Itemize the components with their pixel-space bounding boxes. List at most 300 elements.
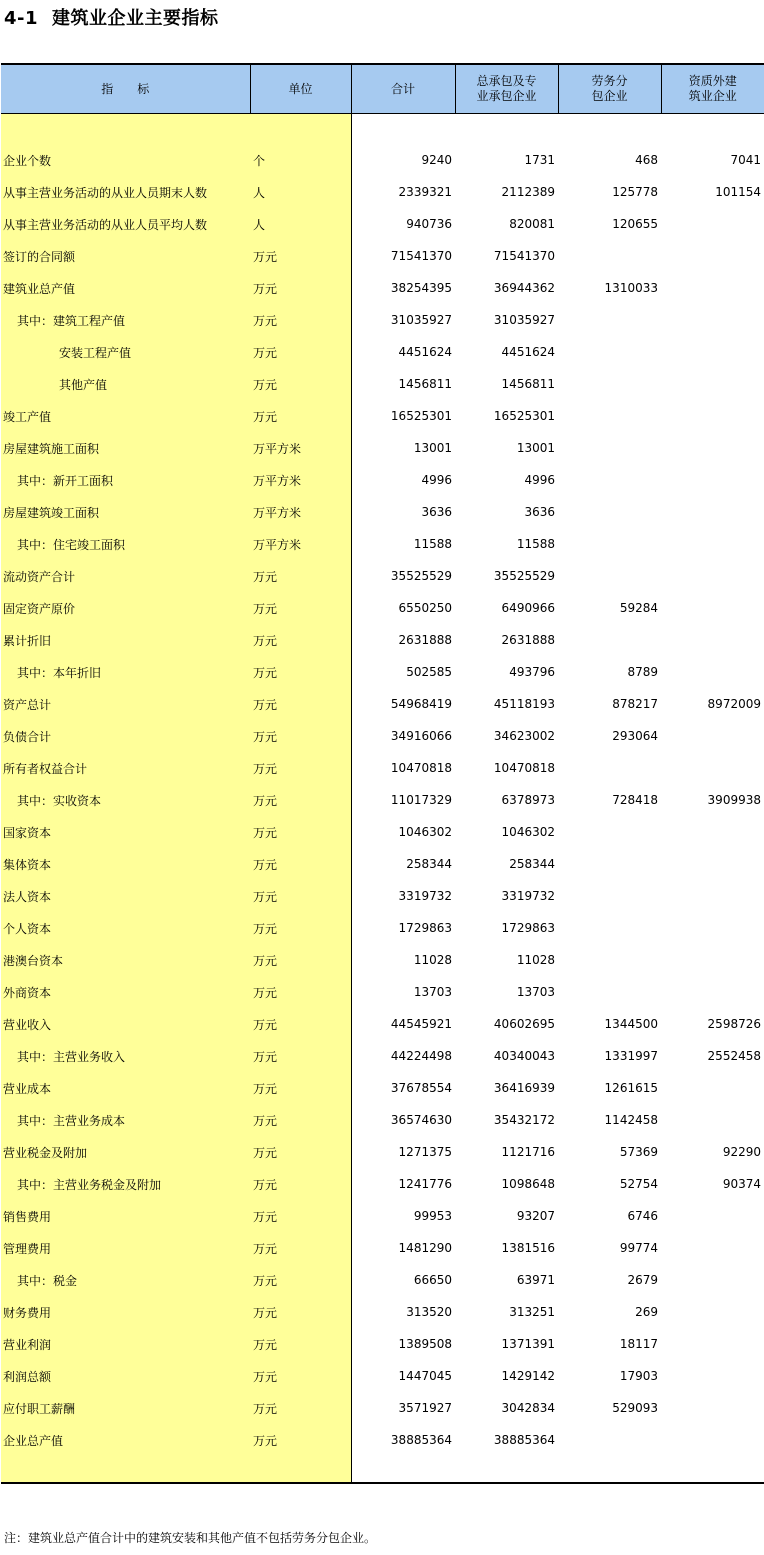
unit-cell: 万元 xyxy=(250,1296,351,1328)
indicator-name: 财务费用 xyxy=(1,1296,250,1328)
general-contractor-value: 40340043 xyxy=(493,1049,555,1063)
total-value: 38254395 xyxy=(390,281,452,295)
general-contractor-value: 258344 xyxy=(509,857,555,871)
general-contractor-value: 2112389 xyxy=(501,185,555,199)
table-row xyxy=(1,208,764,240)
external-enterprise-value: 90374 xyxy=(722,1177,761,1191)
labor-subcontractor-value: 1310033 xyxy=(604,281,658,295)
header-labor-line1: 劳务分 xyxy=(591,74,628,88)
unit-cell: 万元 xyxy=(250,1264,351,1296)
labor-subcontractor-value xyxy=(558,528,661,560)
table-row xyxy=(1,1360,764,1392)
indicator-name: 其中：主营业务收入 xyxy=(1,1040,250,1072)
external-enterprise-value xyxy=(661,912,764,944)
total-value: 1481290 xyxy=(398,1241,452,1255)
unit-cell: 万元 xyxy=(250,1136,351,1168)
indicator-name: 港澳台资本 xyxy=(1,944,250,976)
table-row xyxy=(1,656,764,688)
indicator-name: 固定资产原价 xyxy=(1,592,250,624)
table-row xyxy=(1,1200,764,1232)
total-value: 66650 xyxy=(413,1273,452,1287)
indicator-name: 建筑业总产值 xyxy=(1,272,250,304)
external-enterprise-value xyxy=(661,816,764,848)
external-enterprise-value xyxy=(661,432,764,464)
external-enterprise-value xyxy=(661,560,764,592)
unit-cell: 万元 xyxy=(250,1040,351,1072)
indicator-name: 个人资本 xyxy=(1,912,250,944)
external-enterprise-value xyxy=(661,208,764,240)
general-contractor-value: 313251 xyxy=(509,1305,555,1319)
labor-subcontractor-value: 529093 xyxy=(612,1401,658,1415)
total-value: 4996 xyxy=(421,473,452,487)
labor-subcontractor-value xyxy=(558,368,661,400)
general-contractor-value: 11588 xyxy=(516,537,555,551)
indicator-name: 其中：住宅竣工面积 xyxy=(1,528,250,560)
external-enterprise-value xyxy=(661,464,764,496)
table-row xyxy=(1,912,764,944)
unit-cell: 万元 xyxy=(250,272,351,304)
spacer-cell xyxy=(661,1456,764,1483)
external-enterprise-value: 8972009 xyxy=(707,697,761,711)
general-contractor-value: 45118193 xyxy=(493,697,555,711)
unit-cell: 个 xyxy=(250,144,351,176)
total-value: 1241776 xyxy=(398,1177,452,1191)
general-contractor-value: 63971 xyxy=(516,1273,555,1287)
total-value: 71541370 xyxy=(390,249,452,263)
unit-cell: 万平方米 xyxy=(250,432,351,464)
unit-cell: 万元 xyxy=(250,1104,351,1136)
unit-cell: 万元 xyxy=(250,880,351,912)
indicator-name: 其中：实收资本 xyxy=(1,784,250,816)
total-value: 11588 xyxy=(413,537,452,551)
general-contractor-value: 1371391 xyxy=(501,1337,555,1351)
external-enterprise-value xyxy=(661,400,764,432)
general-contractor-value: 13001 xyxy=(516,441,555,455)
labor-subcontractor-value xyxy=(558,304,661,336)
table-row xyxy=(1,528,764,560)
indicator-name: 房屋建筑竣工面积 xyxy=(1,496,250,528)
header-labor-subcontractors xyxy=(558,64,661,114)
labor-subcontractor-value xyxy=(558,336,661,368)
unit-cell: 万元 xyxy=(250,912,351,944)
indicator-name: 企业个数 xyxy=(1,144,250,176)
table-row xyxy=(1,1008,764,1040)
table-row xyxy=(1,400,764,432)
external-enterprise-value: 2598726 xyxy=(707,1017,761,1031)
labor-subcontractor-value: 8789 xyxy=(627,665,658,679)
general-contractor-value: 36944362 xyxy=(493,281,555,295)
total-value: 6550250 xyxy=(398,601,452,615)
table-row xyxy=(1,1136,764,1168)
labor-subcontractor-value xyxy=(558,432,661,464)
indicator-name: 负债合计 xyxy=(1,720,250,752)
labor-subcontractor-value xyxy=(558,976,661,1008)
indicator-name: 销售费用 xyxy=(1,1200,250,1232)
general-contractor-value: 1731 xyxy=(524,153,555,167)
spacer-cell xyxy=(661,114,764,145)
unit-cell: 万平方米 xyxy=(250,528,351,560)
indicator-name: 其中：本年折旧 xyxy=(1,656,250,688)
general-contractor-value: 10470818 xyxy=(493,761,555,775)
total-value: 38885364 xyxy=(390,1433,452,1447)
unit-cell: 万元 xyxy=(250,1360,351,1392)
labor-subcontractor-value: 1331997 xyxy=(604,1049,658,1063)
table-row xyxy=(1,144,764,176)
unit-cell: 万元 xyxy=(250,720,351,752)
table-row xyxy=(1,1040,764,1072)
labor-subcontractor-value: 99774 xyxy=(619,1241,658,1255)
unit-cell: 万元 xyxy=(250,592,351,624)
labor-subcontractor-value: 125778 xyxy=(612,185,658,199)
labor-subcontractor-value xyxy=(558,944,661,976)
indicator-name: 其中：新开工面积 xyxy=(1,464,250,496)
unit-cell: 万平方米 xyxy=(250,464,351,496)
table-row xyxy=(1,752,764,784)
external-enterprise-value xyxy=(661,720,764,752)
total-value: 34916066 xyxy=(390,729,452,743)
table-title: 建筑业企业主要指标 xyxy=(52,8,219,29)
table-row xyxy=(1,496,764,528)
table-row xyxy=(1,944,764,976)
general-contractor-value: 3042834 xyxy=(501,1401,555,1415)
total-value: 16525301 xyxy=(390,409,452,423)
spacer-cell xyxy=(1,1456,250,1483)
indicator-name: 累计折旧 xyxy=(1,624,250,656)
total-value: 502585 xyxy=(406,665,452,679)
external-enterprise-value xyxy=(661,1328,764,1360)
table-row xyxy=(1,1072,764,1104)
labor-subcontractor-value xyxy=(558,624,661,656)
table-row xyxy=(1,464,764,496)
spacer-cell xyxy=(558,1456,661,1483)
general-contractor-value: 1381516 xyxy=(501,1241,555,1255)
general-contractor-value: 13703 xyxy=(516,985,555,999)
labor-subcontractor-value xyxy=(558,400,661,432)
total-value: 11017329 xyxy=(390,793,452,807)
spacer-cell xyxy=(558,114,661,145)
external-enterprise-value xyxy=(661,1264,764,1296)
table-row xyxy=(1,848,764,880)
total-value: 99953 xyxy=(413,1209,452,1223)
table-row xyxy=(1,432,764,464)
general-contractor-value: 1098648 xyxy=(501,1177,555,1191)
indicator-name: 集体资本 xyxy=(1,848,250,880)
external-enterprise-value xyxy=(661,336,764,368)
indicator-name: 应付职工薪酬 xyxy=(1,1392,250,1424)
table-number: 4-1 xyxy=(4,8,39,29)
table-row xyxy=(1,784,764,816)
header-indicator: 指 标 xyxy=(1,64,250,114)
table-row xyxy=(1,240,764,272)
indicator-name: 安装工程产值 xyxy=(1,336,250,368)
total-value: 1389508 xyxy=(398,1337,452,1351)
total-value: 4451624 xyxy=(398,345,452,359)
indicator-name: 营业利润 xyxy=(1,1328,250,1360)
labor-subcontractor-value: 269 xyxy=(635,1305,658,1319)
labor-subcontractor-value xyxy=(558,816,661,848)
indicator-name: 企业总产值 xyxy=(1,1424,250,1456)
general-contractor-value: 4451624 xyxy=(501,345,555,359)
total-value: 1046302 xyxy=(398,825,452,839)
total-value: 13001 xyxy=(413,441,452,455)
labor-subcontractor-value: 1261615 xyxy=(604,1081,658,1095)
external-enterprise-value xyxy=(661,304,764,336)
labor-subcontractor-value: 468 xyxy=(635,153,658,167)
indicator-name: 从事主营业务活动的从业人员平均人数 xyxy=(1,208,250,240)
general-contractor-value: 1121716 xyxy=(501,1145,555,1159)
bottom-spacer-row xyxy=(1,1456,764,1483)
unit-cell: 万元 xyxy=(250,400,351,432)
table-row xyxy=(1,976,764,1008)
unit-cell: 万元 xyxy=(250,1328,351,1360)
unit-cell: 万元 xyxy=(250,1168,351,1200)
indicator-name: 其中：建筑工程产值 xyxy=(1,304,250,336)
labor-subcontractor-value xyxy=(558,240,661,272)
total-value: 2631888 xyxy=(398,633,452,647)
indicator-name: 流动资产合计 xyxy=(1,560,250,592)
total-value: 37678554 xyxy=(390,1081,452,1095)
indicator-name: 营业成本 xyxy=(1,1072,250,1104)
total-value: 9240 xyxy=(421,153,452,167)
header-external-line2: 筑业企业 xyxy=(688,89,737,103)
labor-subcontractor-value xyxy=(558,1424,661,1456)
external-enterprise-value: 101154 xyxy=(715,185,761,199)
spacer-cell xyxy=(351,114,455,145)
header-labor-line2: 包企业 xyxy=(591,89,628,103)
table-row xyxy=(1,1264,764,1296)
labor-subcontractor-value xyxy=(558,752,661,784)
total-value: 1729863 xyxy=(398,921,452,935)
table-row xyxy=(1,688,764,720)
general-contractor-value: 11028 xyxy=(516,953,555,967)
table-row xyxy=(1,1296,764,1328)
total-value: 36574630 xyxy=(390,1113,452,1127)
labor-subcontractor-value: 878217 xyxy=(612,697,658,711)
general-contractor-value: 16525301 xyxy=(493,409,555,423)
total-value: 2339321 xyxy=(398,185,452,199)
general-contractor-value: 35525529 xyxy=(493,569,555,583)
general-contractor-value: 3319732 xyxy=(501,889,555,903)
spacer-cell xyxy=(351,1456,455,1483)
unit-cell: 万元 xyxy=(250,944,351,976)
total-value: 313520 xyxy=(406,1305,452,1319)
total-value: 31035927 xyxy=(390,313,452,327)
total-value: 3571927 xyxy=(398,1401,452,1415)
total-value: 3319732 xyxy=(398,889,452,903)
external-enterprise-value: 92290 xyxy=(722,1145,761,1159)
general-contractor-value: 820081 xyxy=(509,217,555,231)
general-contractor-value: 1046302 xyxy=(501,825,555,839)
external-enterprise-value: 2552458 xyxy=(707,1049,761,1063)
total-value: 44545921 xyxy=(390,1017,452,1031)
external-enterprise-value xyxy=(661,272,764,304)
unit-cell: 万元 xyxy=(250,784,351,816)
general-contractor-value: 34623002 xyxy=(493,729,555,743)
spacer-row xyxy=(1,114,764,145)
table-row xyxy=(1,336,764,368)
external-enterprise-value xyxy=(661,848,764,880)
labor-subcontractor-value: 293064 xyxy=(612,729,658,743)
external-enterprise-value xyxy=(661,1424,764,1456)
general-contractor-value: 93207 xyxy=(516,1209,555,1223)
header-external-enterprises xyxy=(661,64,764,114)
total-value: 11028 xyxy=(413,953,452,967)
external-enterprise-value xyxy=(661,1200,764,1232)
general-contractor-value: 1729863 xyxy=(501,921,555,935)
table-row xyxy=(1,592,764,624)
labor-subcontractor-value xyxy=(558,880,661,912)
labor-subcontractor-value: 6746 xyxy=(627,1209,658,1223)
unit-cell: 万元 xyxy=(250,560,351,592)
table-row xyxy=(1,624,764,656)
spacer-cell xyxy=(250,114,351,145)
total-value: 1271375 xyxy=(398,1145,452,1159)
unit-cell: 万元 xyxy=(250,1072,351,1104)
general-contractor-value: 38885364 xyxy=(493,1433,555,1447)
indicator-name: 其中：主营业务税金及附加 xyxy=(1,1168,250,1200)
table-row xyxy=(1,560,764,592)
general-contractor-value: 36416939 xyxy=(493,1081,555,1095)
unit-cell: 人 xyxy=(250,208,351,240)
unit-cell: 万元 xyxy=(250,304,351,336)
spacer-cell xyxy=(250,1456,351,1483)
external-enterprise-value: 7041 xyxy=(730,153,761,167)
header-total: 合计 xyxy=(351,64,455,114)
labor-subcontractor-value: 57369 xyxy=(619,1145,658,1159)
indicator-name: 其中：税金 xyxy=(1,1264,250,1296)
header-external-line1: 资质外建 xyxy=(688,74,737,88)
indicator-name: 竣工产值 xyxy=(1,400,250,432)
unit-cell: 万元 xyxy=(250,688,351,720)
general-contractor-value: 31035927 xyxy=(493,313,555,327)
total-value: 940736 xyxy=(406,217,452,231)
unit-cell: 万元 xyxy=(250,624,351,656)
table-row xyxy=(1,1168,764,1200)
general-contractor-value: 6490966 xyxy=(501,601,555,615)
external-enterprise-value xyxy=(661,1392,764,1424)
indicator-name: 营业收入 xyxy=(1,1008,250,1040)
unit-cell: 万平方米 xyxy=(250,496,351,528)
total-value: 10470818 xyxy=(390,761,452,775)
table-row xyxy=(1,304,764,336)
header-unit: 单位 xyxy=(250,64,351,114)
indicator-name: 利润总额 xyxy=(1,1360,250,1392)
unit-cell: 万元 xyxy=(250,1392,351,1424)
table-row xyxy=(1,816,764,848)
page-title xyxy=(4,4,219,30)
indicator-name: 国家资本 xyxy=(1,816,250,848)
general-contractor-value: 493796 xyxy=(509,665,555,679)
total-value: 35525529 xyxy=(390,569,452,583)
external-enterprise-value xyxy=(661,1072,764,1104)
labor-subcontractor-value xyxy=(558,560,661,592)
unit-cell: 万元 xyxy=(250,1200,351,1232)
indicator-name: 管理费用 xyxy=(1,1232,250,1264)
external-enterprise-value xyxy=(661,1296,764,1328)
unit-cell: 万元 xyxy=(250,816,351,848)
labor-subcontractor-value: 1344500 xyxy=(604,1017,658,1031)
total-value: 44224498 xyxy=(390,1049,452,1063)
labor-subcontractor-value: 17903 xyxy=(619,1369,658,1383)
table-row xyxy=(1,1232,764,1264)
external-enterprise-value xyxy=(661,624,764,656)
external-enterprise-value xyxy=(661,752,764,784)
header-general-contractors xyxy=(455,64,558,114)
external-enterprise-value xyxy=(661,976,764,1008)
indicator-name: 营业税金及附加 xyxy=(1,1136,250,1168)
general-contractor-value: 1456811 xyxy=(501,377,555,391)
unit-cell: 人 xyxy=(250,176,351,208)
general-contractor-value: 35432172 xyxy=(493,1113,555,1127)
header-general-line1: 总承包及专 xyxy=(476,74,537,88)
labor-subcontractor-value: 120655 xyxy=(612,217,658,231)
unit-cell: 万元 xyxy=(250,752,351,784)
table-row xyxy=(1,1104,764,1136)
indicator-table xyxy=(1,63,764,1484)
indicator-name: 外商资本 xyxy=(1,976,250,1008)
external-enterprise-value xyxy=(661,880,764,912)
labor-subcontractor-value xyxy=(558,912,661,944)
external-enterprise-value xyxy=(661,528,764,560)
unit-cell: 万元 xyxy=(250,368,351,400)
indicator-name: 房屋建筑施工面积 xyxy=(1,432,250,464)
external-enterprise-value xyxy=(661,944,764,976)
table-row xyxy=(1,720,764,752)
total-value: 3636 xyxy=(421,505,452,519)
spacer-cell xyxy=(1,114,250,145)
unit-cell: 万元 xyxy=(250,976,351,1008)
header-general-line2: 业承包企业 xyxy=(476,89,537,103)
indicator-name: 其他产值 xyxy=(1,368,250,400)
unit-cell: 万元 xyxy=(250,656,351,688)
labor-subcontractor-value xyxy=(558,464,661,496)
external-enterprise-value xyxy=(661,1360,764,1392)
general-contractor-value: 71541370 xyxy=(493,249,555,263)
footnote: 注：建筑业总产值合计中的建筑安装和其他产值不包括劳务分包企业。 xyxy=(4,1531,377,1545)
unit-cell: 万元 xyxy=(250,1008,351,1040)
table-body xyxy=(1,114,764,1484)
total-value: 1456811 xyxy=(398,377,452,391)
labor-subcontractor-value: 2679 xyxy=(627,1273,658,1287)
table-row xyxy=(1,1328,764,1360)
unit-cell: 万元 xyxy=(250,336,351,368)
unit-cell: 万元 xyxy=(250,240,351,272)
external-enterprise-value xyxy=(661,1104,764,1136)
table-row xyxy=(1,368,764,400)
total-value: 13703 xyxy=(413,985,452,999)
labor-subcontractor-value: 18117 xyxy=(619,1337,658,1351)
labor-subcontractor-value: 728418 xyxy=(612,793,658,807)
indicator-name: 从事主营业务活动的从业人员期末人数 xyxy=(1,176,250,208)
indicator-name: 法人资本 xyxy=(1,880,250,912)
table-row xyxy=(1,1392,764,1424)
indicator-name: 资产总计 xyxy=(1,688,250,720)
external-enterprise-value xyxy=(661,656,764,688)
table-row xyxy=(1,1424,764,1456)
total-value: 54968419 xyxy=(390,697,452,711)
header-row xyxy=(1,64,764,114)
table-row xyxy=(1,176,764,208)
general-contractor-value: 40602695 xyxy=(493,1017,555,1031)
unit-cell: 万元 xyxy=(250,848,351,880)
total-value: 1447045 xyxy=(398,1369,452,1383)
external-enterprise-value: 3909938 xyxy=(707,793,761,807)
external-enterprise-value xyxy=(661,240,764,272)
labor-subcontractor-value: 52754 xyxy=(619,1177,658,1191)
external-enterprise-value xyxy=(661,368,764,400)
general-contractor-value: 2631888 xyxy=(501,633,555,647)
labor-subcontractor-value xyxy=(558,496,661,528)
